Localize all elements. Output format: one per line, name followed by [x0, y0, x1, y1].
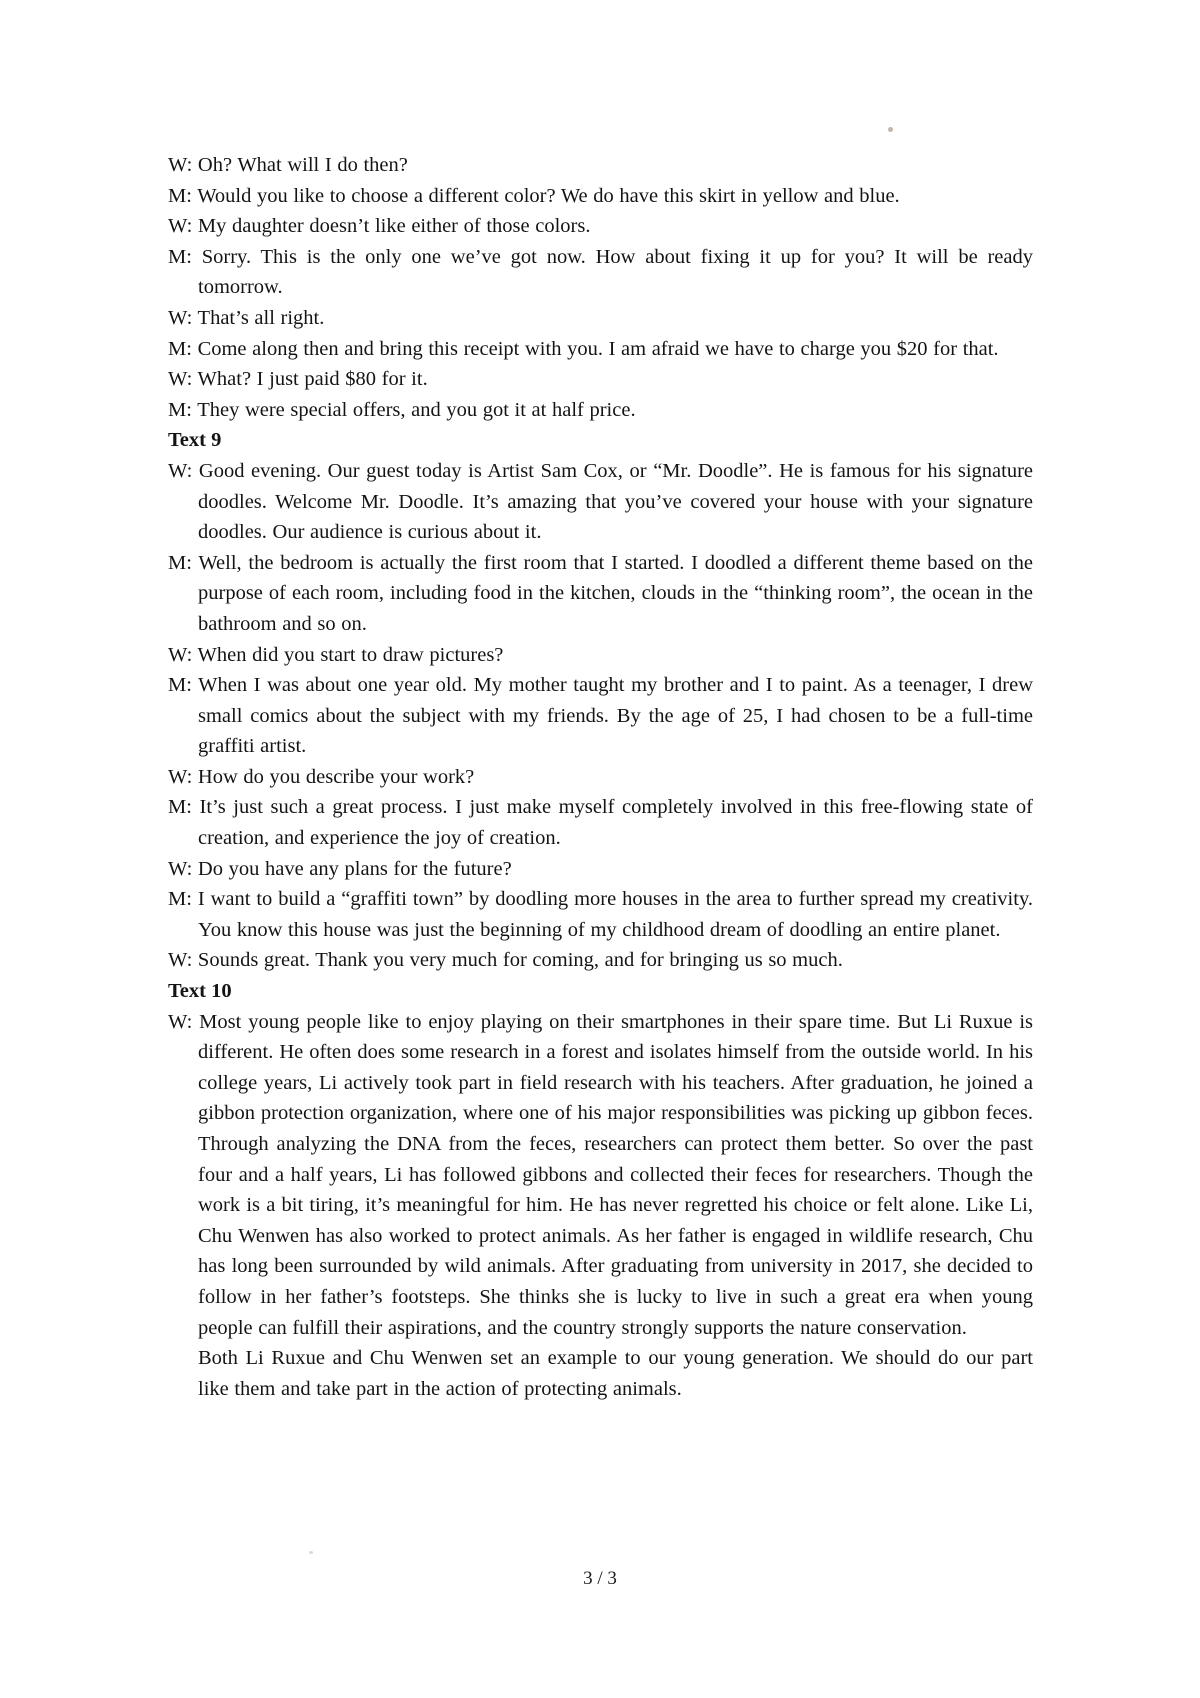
speaker-label: M:	[168, 674, 192, 697]
speaker-label: M:	[168, 184, 192, 207]
dialogue-line: W: That’s all right.	[168, 306, 325, 329]
dialogue-line: W: Sounds great. Thank you very much for coming, and for bringing us so much.	[168, 949, 843, 972]
dialogue-line: W: Do you have any plans for the future?	[168, 857, 512, 880]
text-section-heading: Text 10	[168, 980, 232, 1003]
speaker-label: W:	[168, 1010, 193, 1033]
dialogue-line: W: When did you start to draw pictures?	[168, 643, 504, 666]
dialogue-line: M: Well, the bedroom is actually the first room that I started. I doodled a different theme based on the purpose of each room, including food in the kitchen, clouds in the “thinking room”, the ocean in the bathroom and so on.	[168, 551, 1033, 635]
speaker-label: W:	[168, 765, 193, 788]
scan-speck-icon	[888, 127, 893, 132]
transcript-continuation-paragraph: Both Li Ruxue and Chu Wenwen set an example to our young generation. We should do our part like them and take part in the action of protecting animals.	[198, 1347, 1033, 1400]
speaker-label: W:	[168, 459, 193, 482]
speaker-label: M:	[168, 551, 192, 574]
speaker-label: M:	[168, 398, 192, 421]
dialogue-line: W: What? I just paid $80 for it.	[168, 368, 428, 391]
dialogue-line: W: My daughter doesn’t like either of those colors.	[168, 215, 591, 238]
speaker-label: W:	[168, 154, 193, 176]
page-number: 3 / 3	[583, 1568, 617, 1589]
dialogue-line: W: Good evening. Our guest today is Artist Sam Cox, or “Mr. Doodle”. He is famous for his signature doodles. Welcome Mr. Doodle. It’s amazing that you’ve covered your house with your signature doodles. Our audience is curious about it.	[168, 459, 1033, 544]
dialogue-line: M: Sorry. This is the only one we’ve got now. How about fixing it up for you? It will be ready tomorrow.	[168, 245, 1033, 299]
speaker-label: W:	[168, 643, 193, 666]
speaker-label: W:	[168, 215, 193, 238]
dialogue-line: M: They were special offers, and you got it at half price.	[168, 398, 636, 421]
speaker-label: M:	[168, 796, 192, 819]
dialogue-line: M: Would you like to choose a different color? We do have this skirt in yellow and blue.	[168, 184, 900, 207]
speaker-label: M:	[168, 245, 192, 268]
dialogue-line: M: When I was about one year old. My mother taught my brother and I to paint. As a teenager, I drew small comics about the subject with my friends. By the age of 25, I had chosen to be a full-time graffiti artist.	[168, 674, 1033, 758]
speaker-label: W:	[168, 306, 193, 329]
dialogue-line: W: Most young people like to enjoy playing on their smartphones in their spare time. But Li Ruxue is different. He often does some research in a forest and isolates himself from the outside world. In his college years, Li actively took part in field research with his teachers. After graduation, he joined a gibbon protection organization, where one of his major responsibilities was picking up gibbon feces. Through analyzing the DNA from the feces, researchers can protect them better. So over the past four and a half years, Li has followed gibbons and collected their feces for researchers. Though the work is a bit tiring, it’s meaningful for him. He has never regretted his choice or felt alone. Like Li, Chu Wenwen has also worked to protect animals. As her father is engaged in wildlife research, Chu has long been surrounded by wild animals. After graduating from university in 2017, she decided to follow in her father’s footsteps. She thinks she is lucky to live in such a great era when young people can fulfill their aspirations, and the country strongly supports the nature conservation.	[168, 1010, 1033, 1339]
dialogue-line: W: How do you describe your work?	[168, 765, 475, 788]
text-section-heading: Text 9	[168, 429, 222, 452]
dialogue-line: W: Oh? What will I do then?	[168, 154, 408, 176]
dialogue-line: M: It’s just such a great process. I just make myself completely involved in this free-flowing state of creation, and experience the joy of creation.	[168, 796, 1033, 850]
speaker-label: W:	[168, 949, 193, 972]
speaker-label: W:	[168, 368, 193, 391]
speaker-label: M:	[168, 888, 192, 911]
dialogue-line: M: I want to build a “graffiti town” by doodling more houses in the area to further spread my creativity. You know this house was just the beginning of my childhood dream of doodling an entire planet.	[168, 888, 1033, 941]
scan-speck-icon	[309, 1551, 313, 1554]
listening-transcript	[168, 150, 1033, 1404]
dialogue-line: M: Come along then and bring this receipt with you. I am afraid we have to charge you $20 for that.	[168, 337, 999, 360]
speaker-label: W:	[168, 857, 193, 880]
speaker-label: M:	[168, 337, 192, 360]
